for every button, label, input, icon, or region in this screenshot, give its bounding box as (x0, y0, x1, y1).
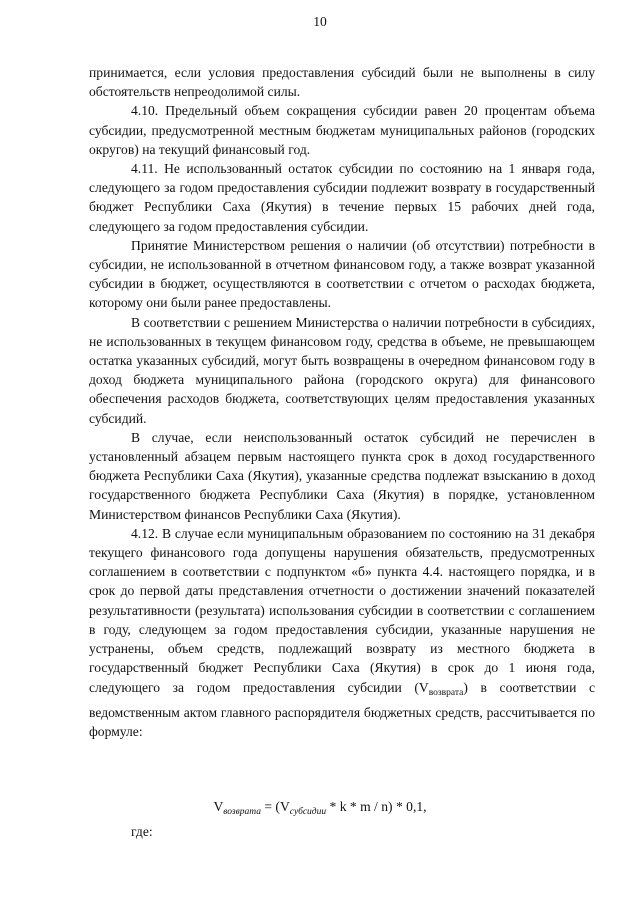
formula-rest: * k * m / n) * 0,1, (326, 799, 427, 814)
formula-equals: = ( (260, 799, 280, 814)
paragraph-return-funds: В соответствии с решением Министерства о наличии потребности в субсидиях, не использованных в текущем финансовом году, средства в объеме, не превышающем остатка указанных субсидий, могут быть возвращены в очередном финансовом году в доход бюджета муниципального района (городского округа) для финансового обеспечения расходов бюджета, соответствующих целям предоставления указанных субсидий. (89, 314, 595, 426)
paragraph-4-11: 4.11. Не использованный остаток субсидии по состоянию на 1 января года, следующего за годом предоставления субсидии подлежит возврату в государственный бюджет Республики Саха (Якутия) в течение первых 15 рабочих дней года, следующего за годом предоставления субсидии. (89, 161, 595, 234)
formula-inner-subscript: субсидии (289, 807, 327, 817)
paragraph-4-10: 4.10. Предельный объем сокращения субсидии равен 20 процентам объема субсидии, предусмотренной местным бюджетам муниципальных районов (городских округов) на текущий финансовый год. (89, 103, 595, 157)
inline-subscript: возврата (428, 687, 464, 698)
paragraph-recovery: В случае, если неиспользованный остаток субсидий не перечислен в установленный абзацем первым настоящего пункта срок в доход государственного бюджета Республики Саха (Якутия), указанные средства подлежат взысканию в доход государственного бюджета Республики Саха (Якутия) в порядке, установленном Министерством финансов Республики Саха (Якутия). (89, 429, 595, 522)
paragraph-continuation: принимается, если условия предоставления субсидий были не выполнены в силу обстоятельств непреодолимой силы. (89, 65, 595, 100)
paragraph-4-12: 4.12. В случае если муниципальным образованием по состоянию на 31 декабря текущего финансового года допущены нарушения обязательств, предусмотренных соглашением в соответствии с подпунктом «б» пункта 4.4. настоящего порядка, и в срок до первой даты представления отчетности о достижении значений показателей результативности (результата) использования субсидии в соответствии с соглашением в году, следующем за годом предоставления субсидии, указанные нарушения не устранены, объем средств, подлежащий возврату из местного бюджета в государственный бюджет Республики Саха (Якутия) в срок до 1 июня года, следующего за годом предоставления субсидии $(V_{возврата})$ в соответствии с ведомственным актом главного распорядителя бюджетных средств, рассчитывается по формуле: (89, 525, 595, 739)
formula-lhs-symbol: V (213, 799, 224, 814)
return-formula (0, 797, 640, 822)
formula-lhs-subscript: возврата (223, 807, 261, 817)
formula-inner-symbol: V (279, 799, 290, 814)
page-number: 10 (313, 14, 327, 29)
document-body (89, 63, 595, 741)
paragraph-ministry-decision: Принятие Министерством решения о наличии (об отсутствии) потребности в субсидии, не использованной в отчетном финансовом году, а также возврат указанной субсидии в бюджет, осуществляются в соответствии с отчетом о расходах бюджета, которому они были ранее предоставлены. (89, 237, 595, 311)
where-label: где: (131, 824, 153, 839)
